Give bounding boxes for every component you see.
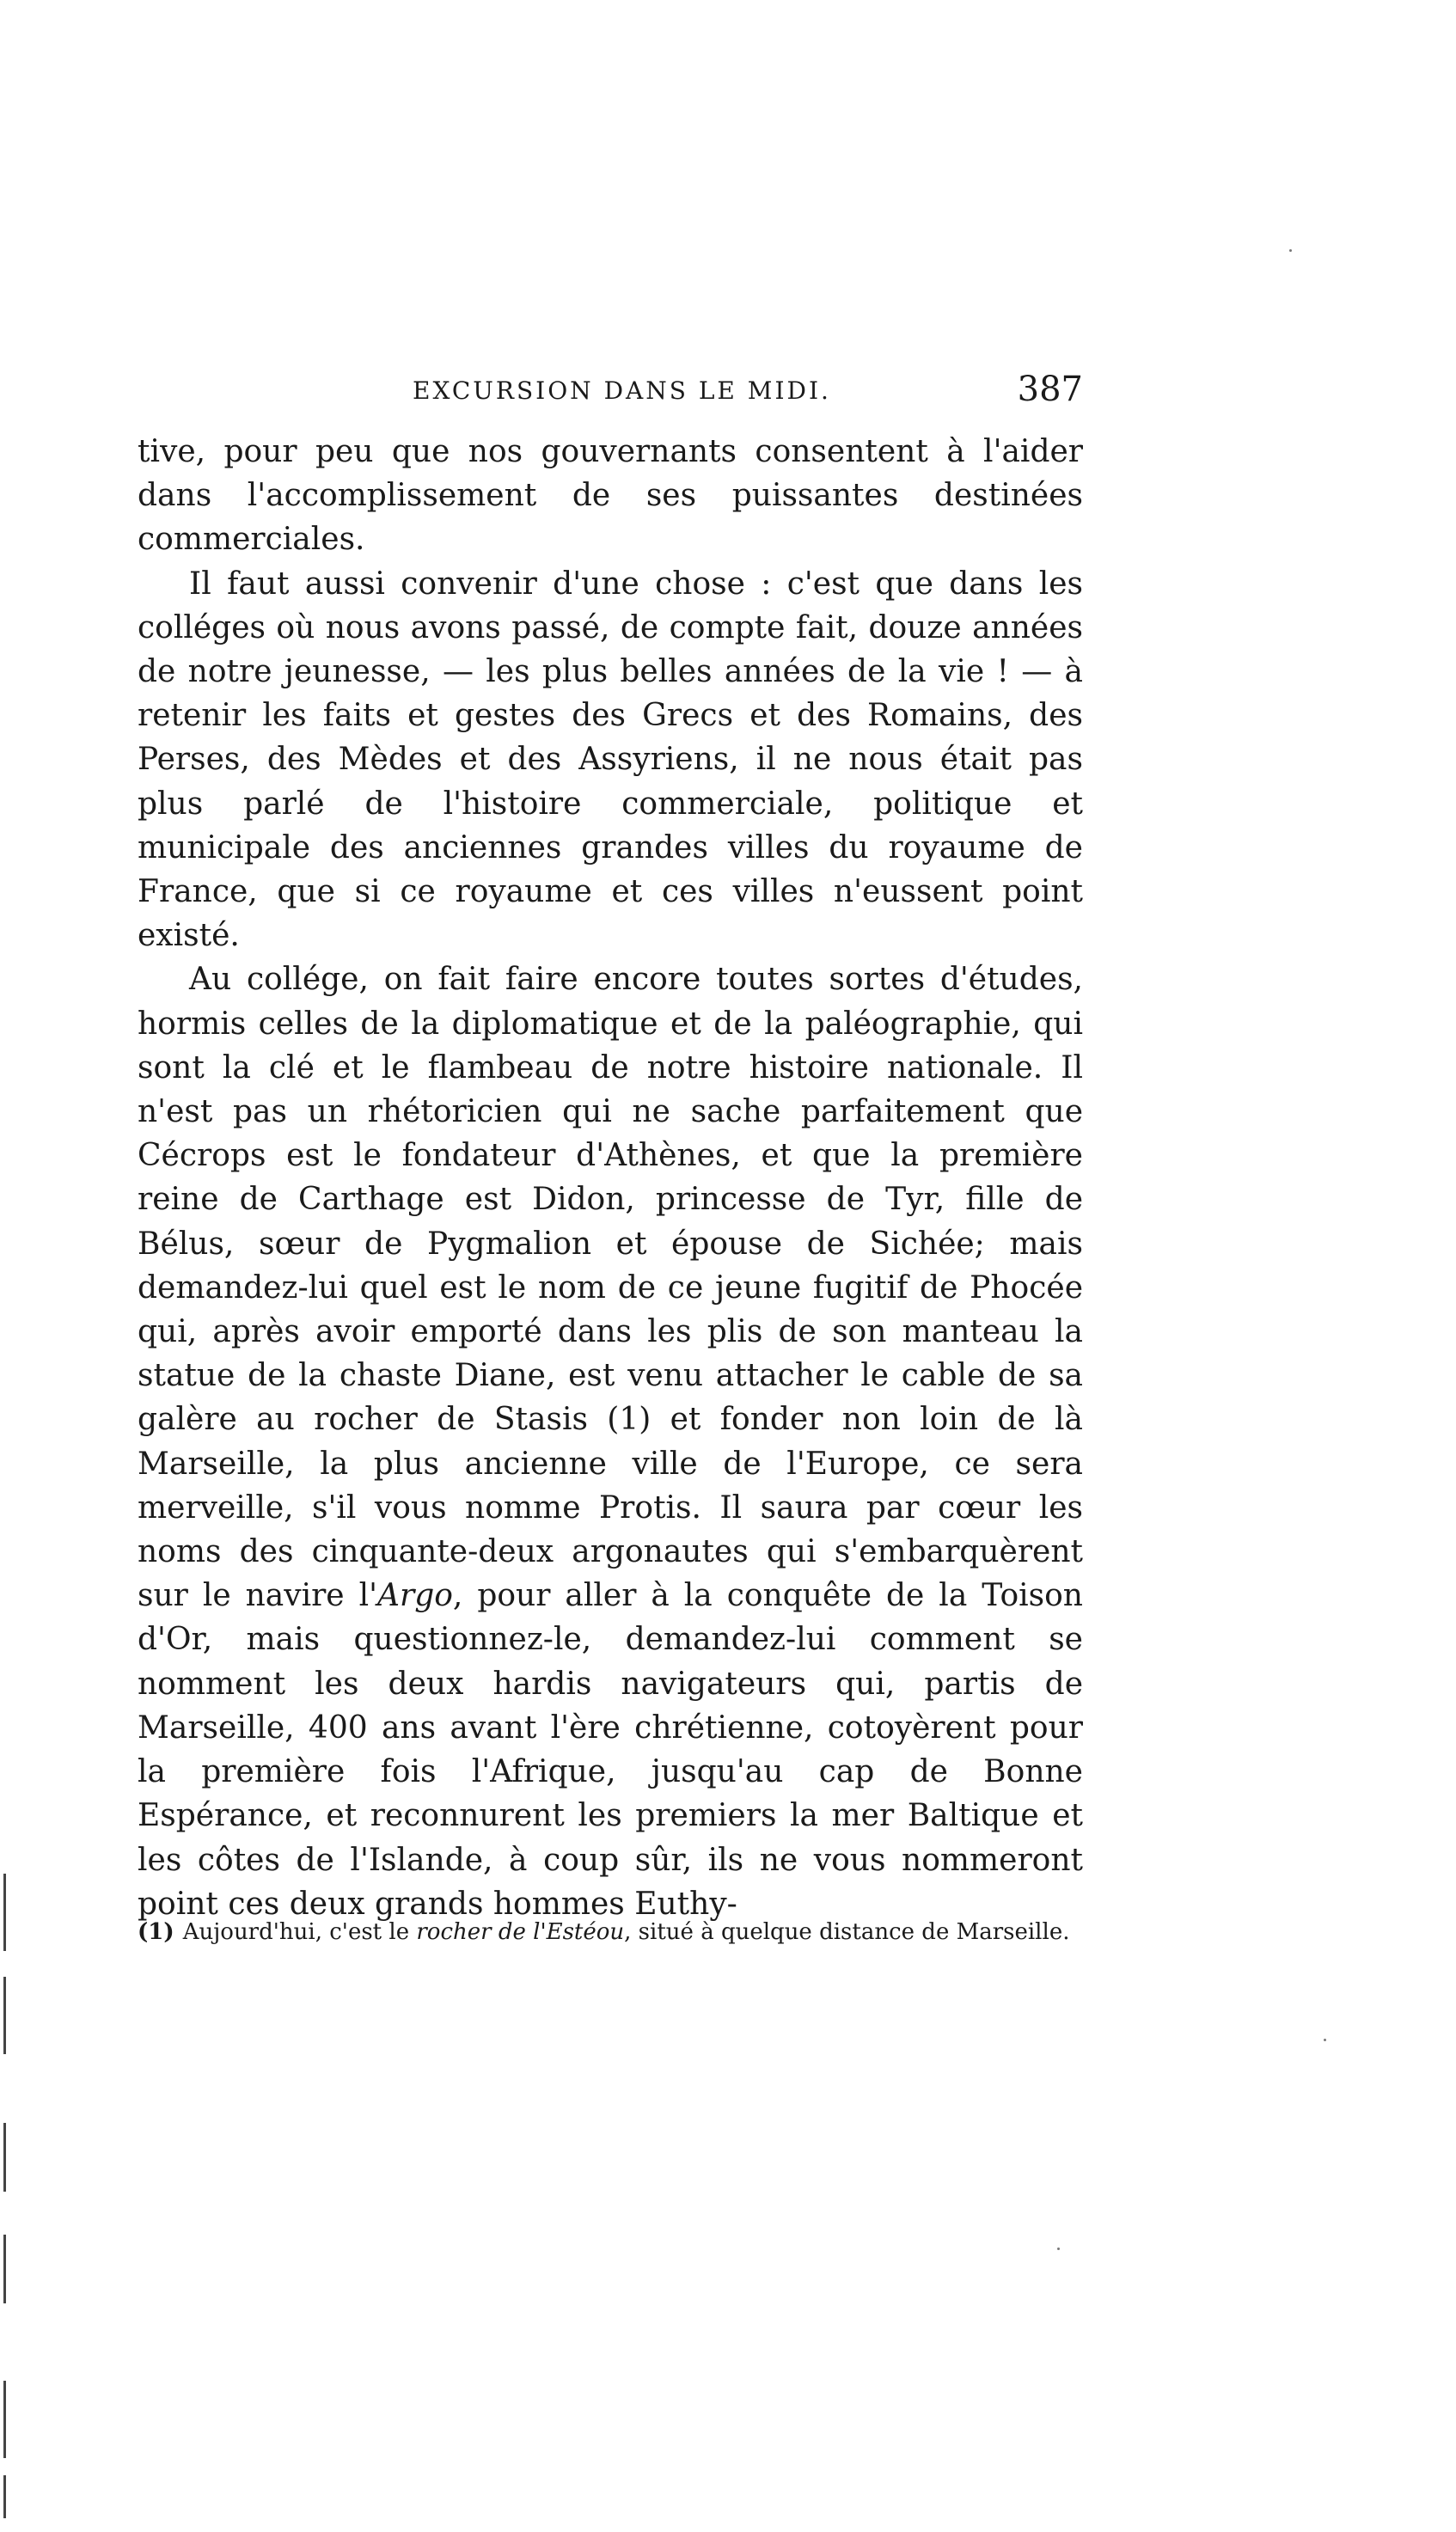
scan-mark: [3, 1977, 6, 2054]
page-number: 387: [1017, 370, 1083, 409]
footnote: [138, 1915, 1083, 1949]
paragraph-marseille-part1: Au collége, on fait faire encore toutes sortes d'études, hormis celles de la diplomatique et de la paléographie, qui sont la clé et le flambeau de notre histoire nationale. Il n'est pas un rhétoricien qui ne sache parfaitement que Cécrops est le fondateur d'Athènes, et que la première reine de Carthage est Didon, princesse de Tyr, fille de Bélus, sœur de Pygmalion et épouse de Sichée; mais demandez-lui quel est le nom de ce jeune fugitif de Phocée qui, après avoir emporté dans les plis de son manteau la statue de la chaste Diane, est venu attacher le cable de sa galère au rocher de Stasis (1) et fonder non loin de là Marseille, la plus ancienne ville de l'Europe, ce sera merveille, s'il vous nomme Protis. Il saura par cœur les noms des cinquante-deux argonautes qui s'embarquèrent sur le navire l': [138, 962, 1083, 1614]
scan-mark: [3, 2235, 6, 2303]
running-title: EXCURSION DANS LE MIDI.: [413, 376, 831, 405]
scan-mark: [3, 2475, 6, 2518]
footnote-text-after: , situé à quelque distance de Marseille.: [624, 1919, 1070, 1945]
scan-margin-marks: [0, 1874, 17, 2527]
page-header: [138, 370, 1083, 421]
footnote-marker: (1): [138, 1919, 174, 1945]
scan-speck: [1324, 2039, 1326, 2041]
paragraph-continuation: tive, pour peu que nos gouvernants consentent à l'aider dans l'accomplissement de ses puissantes destinées commerciales.: [138, 434, 1083, 558]
footnote-text-italic: rocher de l'Estéou: [416, 1919, 625, 1945]
scan-speck: [1057, 2248, 1060, 2250]
scan-mark: [3, 1874, 6, 1951]
paragraph-marseille-part2: , pour aller à la conquête de la Toison d'Or, mais questionnez-le, demandez-lui comment se nomment les deux hardis navigateurs qui, partis de Marseille, 400 ans avant l'ère chrétienne, cotoyèrent pour la première fois l'Afrique, jusqu'au cap de Bonne Espérance, et reconnurent les premiers la mer Baltique et les côtes de l'Islande, à coup sûr, ils ne vous nommeront point ces deux grands hommes Euthy-: [138, 1578, 1083, 1922]
footnote-text-before: Aujourd'hui, c'est le: [182, 1919, 417, 1945]
scan-speck: [1289, 249, 1292, 252]
paragraph-colleges: Il faut aussi convenir d'une chose : c'est que dans les colléges où nous avons passé, de compte fait, douze années de notre jeunesse, — les plus belles années de la vie ! — à retenir les faits et gestes des Grecs et des Romains, des Perses, des Mèdes et des Assyriens, il ne nous était pas plus parlé de l'histoire commerciale, politique et municipale des anciennes grandes villes du royaume de France, que si ce royaume et ces villes n'eussent point existé.: [138, 566, 1083, 954]
scan-mark: [3, 2381, 6, 2458]
ship-name: Argo: [376, 1578, 453, 1614]
scan-mark: [3, 2123, 6, 2192]
body-text: [138, 430, 1083, 1926]
paragraph-marseille: [138, 957, 1083, 1925]
